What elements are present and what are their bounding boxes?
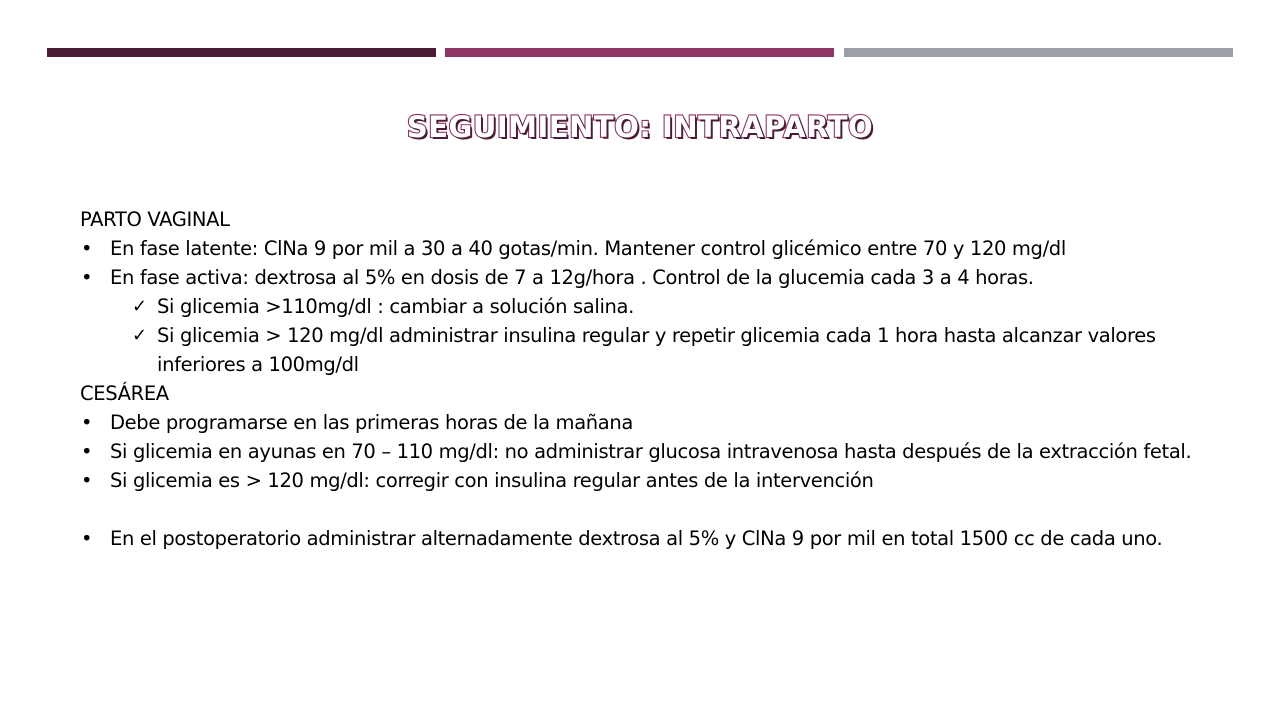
parto-vaginal-list	[80, 234, 1230, 292]
checkmark-icon: ✓	[132, 296, 147, 317]
check-item-text: Si glicemia >110mg/dl : cambiar a solución salina.	[157, 295, 634, 318]
accent-bar-magenta	[445, 48, 834, 57]
list-item: • Debe programarse en las primeras horas de la mañana	[80, 408, 1230, 437]
list-item: • En el postoperatorio administrar alternadamente dextrosa al 5% y ClNa 9 por mil en total 1500 cc de cada uno.	[80, 524, 1230, 553]
section-heading-cesarea: CESÁREA	[80, 382, 169, 405]
accent-bar-gray	[844, 48, 1233, 57]
cesarea-list	[80, 408, 1230, 495]
list-item: • Si glicemia en ayunas en 70 – 110 mg/dl: no administrar glucosa intravenosa hasta después de la extracción fetal.	[80, 437, 1230, 466]
check-item	[80, 321, 1230, 379]
accent-bar-dark	[47, 48, 436, 57]
slide-title: SEGUIMIENTO: INTRAPARTO	[406, 110, 874, 144]
check-item	[80, 292, 1230, 321]
parto-vaginal-checklist	[80, 292, 1230, 379]
list-item: • Si glicemia es > 120 mg/dl: corregir con insulina regular antes de la intervención	[80, 466, 1230, 495]
list-item: • En fase latente: ClNa 9 por mil a 30 a 40 gotas/min. Mantener control glicémico entre 70 y 120 mg/dl	[80, 234, 1230, 263]
checkmark-icon: ✓	[132, 325, 147, 346]
list-item: • En fase activa: dextrosa al 5% en dosis de 7 a 12g/hora . Control de la glucemia cada 3 a 4 horas.	[80, 263, 1230, 292]
slide-body	[80, 205, 1230, 553]
postop-list	[80, 524, 1230, 553]
check-item-text: Si glicemia > 120 mg/dl administrar insulina regular y repetir glicemia cada 1 hora hasta alcanzar valores inferiores a 100mg/dl	[157, 324, 1156, 376]
section-heading-parto-vaginal: PARTO VAGINAL	[80, 208, 230, 231]
spacer	[80, 495, 1230, 524]
